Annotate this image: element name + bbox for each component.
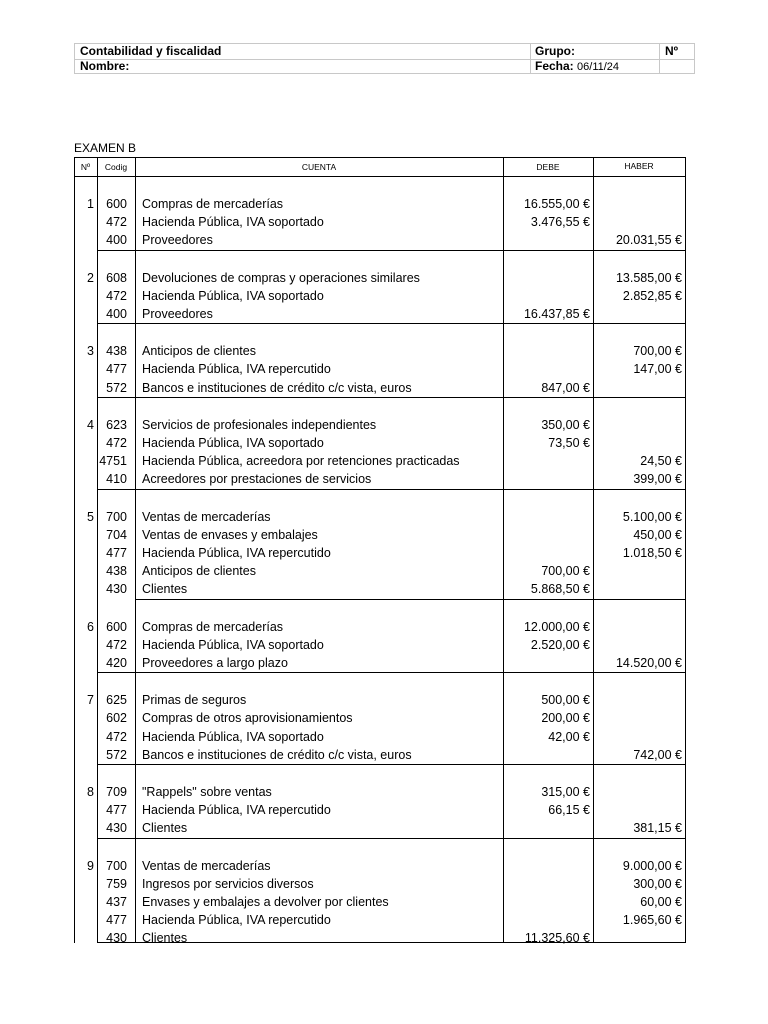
debit-amount: 500,00 € xyxy=(541,693,590,708)
account-name: Bancos e instituciones de crédito c/c vista, euros xyxy=(142,380,412,395)
table-row xyxy=(74,911,686,929)
account-name: Hacienda Pública, IVA soportado xyxy=(142,637,324,652)
account-code: 438 xyxy=(106,344,127,359)
entry-number: 6 xyxy=(87,619,94,634)
table-row xyxy=(74,360,686,378)
header-divider xyxy=(530,44,531,73)
account-code: 477 xyxy=(106,803,127,818)
account-name: Devoluciones de compras y operaciones similares xyxy=(142,270,420,285)
account-name: "Rappels" sobre ventas xyxy=(142,785,272,799)
table-row xyxy=(74,269,686,287)
table-row xyxy=(74,875,686,893)
entry-number: 3 xyxy=(87,344,94,359)
account-code: 400 xyxy=(106,306,127,321)
credit-amount: 5.100,00 € xyxy=(622,509,682,524)
account-name: Anticipos de clientes xyxy=(142,344,256,359)
account-name: Envases y embalajes a devolver por clientes xyxy=(142,894,389,909)
credit-amount: 1.965,60 € xyxy=(622,913,682,928)
account-name: Servicios de profesionales independientes xyxy=(142,417,377,432)
account-code: 572 xyxy=(106,747,127,762)
account-name: Hacienda Pública, IVA soportado xyxy=(142,215,324,230)
debit-amount: 73,50 € xyxy=(548,435,590,450)
col-header-cuenta: CUENTA xyxy=(301,162,337,172)
table-row xyxy=(74,929,686,947)
account-name: Acreedores por prestaciones de servicios xyxy=(142,472,372,487)
account-name: Hacienda Pública, IVA soportado xyxy=(142,729,324,744)
debit-amount: 66,15 € xyxy=(548,803,590,818)
account-code: 472 xyxy=(106,288,127,303)
exam-title: EXAMEN B xyxy=(74,141,137,155)
table-row xyxy=(74,213,686,231)
table-row xyxy=(74,508,686,526)
account-name: Hacienda Pública, IVA repercutido xyxy=(142,803,331,818)
account-name: Compras de mercaderías xyxy=(142,197,284,211)
credit-amount: 2.852,85 € xyxy=(622,288,682,303)
table-row xyxy=(74,580,686,598)
account-name: Clientes xyxy=(142,931,188,946)
table-row xyxy=(74,434,686,452)
table-row xyxy=(74,893,686,911)
account-name: Proveedores xyxy=(142,306,213,321)
table-row xyxy=(74,470,686,488)
debit-amount: 42,00 € xyxy=(548,729,590,744)
table-row xyxy=(74,709,686,727)
account-name: Ventas de mercaderías xyxy=(142,509,271,524)
account-code: 4751 xyxy=(99,454,127,469)
debit-amount: 16.555,00 € xyxy=(523,197,590,211)
number-label: Nº xyxy=(665,44,679,58)
table-row xyxy=(74,728,686,746)
table-row xyxy=(74,305,686,323)
account-name: Hacienda Pública, IVA soportado xyxy=(142,288,324,303)
account-code: 709 xyxy=(106,785,127,799)
account-code: 477 xyxy=(106,545,127,560)
credit-amount: 13.585,00 € xyxy=(615,270,682,285)
debit-amount: 11.325,60 € xyxy=(524,931,590,946)
credit-amount: 147,00 € xyxy=(633,362,682,377)
entry-divider xyxy=(97,397,686,398)
debit-amount: 315,00 € xyxy=(541,785,590,799)
account-name: Bancos e instituciones de crédito c/c vista, euros xyxy=(142,747,412,762)
table-row xyxy=(74,801,686,819)
account-code: 430 xyxy=(106,931,127,946)
table-row xyxy=(74,746,686,764)
debit-amount: 200,00 € xyxy=(541,711,590,726)
debit-amount: 12.000,00 € xyxy=(523,619,590,634)
account-name: Clientes xyxy=(142,821,188,836)
entry-number: 1 xyxy=(87,197,94,211)
entry-divider xyxy=(97,838,686,839)
account-name: Proveedores a largo plazo xyxy=(142,655,288,670)
subject-title: Contabilidad y fiscalidad xyxy=(80,44,222,58)
account-name: Hacienda Pública, IVA repercutido xyxy=(142,362,331,377)
account-code: 625 xyxy=(106,693,127,708)
account-code: 472 xyxy=(106,435,127,450)
credit-amount: 14.520,00 € xyxy=(615,655,682,670)
credit-amount: 24,50 € xyxy=(640,454,682,469)
table-row xyxy=(74,819,686,837)
fecha-label: Fecha: xyxy=(535,59,574,73)
account-code: 700 xyxy=(106,509,127,524)
entry-number: 7 xyxy=(87,693,94,708)
debit-amount: 350,00 € xyxy=(541,417,590,432)
account-code: 430 xyxy=(106,821,127,836)
entry-number: 9 xyxy=(87,858,94,873)
table-row xyxy=(74,452,686,470)
header-box xyxy=(74,43,695,74)
entry-number: 2 xyxy=(87,270,94,285)
table-row xyxy=(74,562,686,580)
credit-amount: 1.018,50 € xyxy=(622,545,682,560)
account-name: Primas de seguros xyxy=(142,693,247,708)
account-name: Ventas de mercaderías xyxy=(142,858,271,873)
col-header-n: Nº xyxy=(80,162,91,172)
account-name: Ingresos por servicios diversos xyxy=(142,876,314,891)
account-code: 602 xyxy=(106,711,127,726)
account-name: Hacienda Pública, IVA repercutido xyxy=(142,545,331,560)
account-code: 472 xyxy=(106,729,127,744)
table-row xyxy=(74,654,686,672)
table-row xyxy=(74,857,686,875)
account-code: 600 xyxy=(106,619,127,634)
table-row xyxy=(74,526,686,544)
entry-number: 4 xyxy=(87,417,94,432)
debit-amount: 700,00 € xyxy=(541,564,590,579)
entry-divider xyxy=(97,489,686,490)
account-code: 623 xyxy=(106,417,127,432)
entry-divider xyxy=(97,764,686,765)
credit-amount: 700,00 € xyxy=(633,344,682,359)
entry-divider xyxy=(135,599,686,600)
account-name: Clientes xyxy=(142,582,188,597)
credit-amount: 20.031,55 € xyxy=(615,233,682,248)
account-name: Hacienda Pública, acreedora por retenciones practicadas xyxy=(142,454,460,469)
account-code: 477 xyxy=(106,362,127,377)
entry-number: 5 xyxy=(87,509,94,524)
account-name: Compras de otros aprovisionamientos xyxy=(142,711,353,726)
table-row xyxy=(74,231,686,249)
debit-amount: 16.437,85 € xyxy=(523,306,590,321)
account-code: 600 xyxy=(106,197,127,211)
table-row xyxy=(74,691,686,709)
debit-amount: 3.476,55 € xyxy=(530,215,590,230)
account-code: 700 xyxy=(106,858,127,873)
account-name: Hacienda Pública, IVA soportado xyxy=(142,435,324,450)
col-header-codig: Codig xyxy=(104,162,128,172)
account-code: 608 xyxy=(106,270,127,285)
nombre-label: Nombre: xyxy=(80,59,130,73)
account-code: 437 xyxy=(106,894,127,909)
table-row xyxy=(74,636,686,654)
header-divider xyxy=(659,44,660,73)
debit-amount: 847,00 € xyxy=(541,380,590,395)
fecha-value: 06/11/24 xyxy=(577,61,620,73)
table-row xyxy=(74,544,686,562)
account-code: 472 xyxy=(106,637,127,652)
entry-divider xyxy=(97,672,686,673)
journal-table xyxy=(74,157,686,946)
credit-amount: 9.000,00 € xyxy=(622,858,682,873)
table-row xyxy=(74,416,686,434)
account-code: 438 xyxy=(106,564,127,579)
col-header-haber: HABER xyxy=(624,161,654,171)
debit-amount: 5.868,50 € xyxy=(530,582,590,597)
table-row xyxy=(74,783,686,801)
account-name: Compras de mercaderías xyxy=(142,619,284,634)
account-name: Ventas de envases y embalajes xyxy=(142,527,318,542)
credit-amount: 742,00 € xyxy=(633,747,682,762)
account-code: 420 xyxy=(106,655,127,670)
entry-divider xyxy=(97,250,686,251)
account-code: 704 xyxy=(106,527,127,542)
table-row xyxy=(74,618,686,636)
grupo-label: Grupo: xyxy=(535,44,575,58)
account-code: 410 xyxy=(106,472,127,487)
account-code: 477 xyxy=(106,913,127,928)
table-row xyxy=(74,379,686,397)
account-code: 759 xyxy=(106,876,127,891)
account-code: 400 xyxy=(106,233,127,248)
account-name: Anticipos de clientes xyxy=(142,564,256,579)
credit-amount: 60,00 € xyxy=(640,894,682,909)
credit-amount: 399,00 € xyxy=(633,472,682,487)
fecha-field xyxy=(535,59,619,75)
table-row xyxy=(74,195,686,213)
account-name: Hacienda Pública, IVA repercutido xyxy=(142,913,331,928)
credit-amount: 450,00 € xyxy=(633,527,682,542)
table-row xyxy=(74,342,686,360)
credit-amount: 300,00 € xyxy=(633,876,682,891)
account-name: Proveedores xyxy=(142,233,213,248)
col-header-debe: DEBE xyxy=(536,162,560,172)
credit-amount: 381,15 € xyxy=(633,821,682,836)
account-code: 430 xyxy=(106,582,127,597)
entry-number: 8 xyxy=(87,785,94,799)
debit-amount: 2.520,00 € xyxy=(530,637,590,652)
entry-divider xyxy=(97,323,686,324)
table-row xyxy=(74,287,686,305)
account-code: 572 xyxy=(106,380,127,395)
account-code: 472 xyxy=(106,215,127,230)
